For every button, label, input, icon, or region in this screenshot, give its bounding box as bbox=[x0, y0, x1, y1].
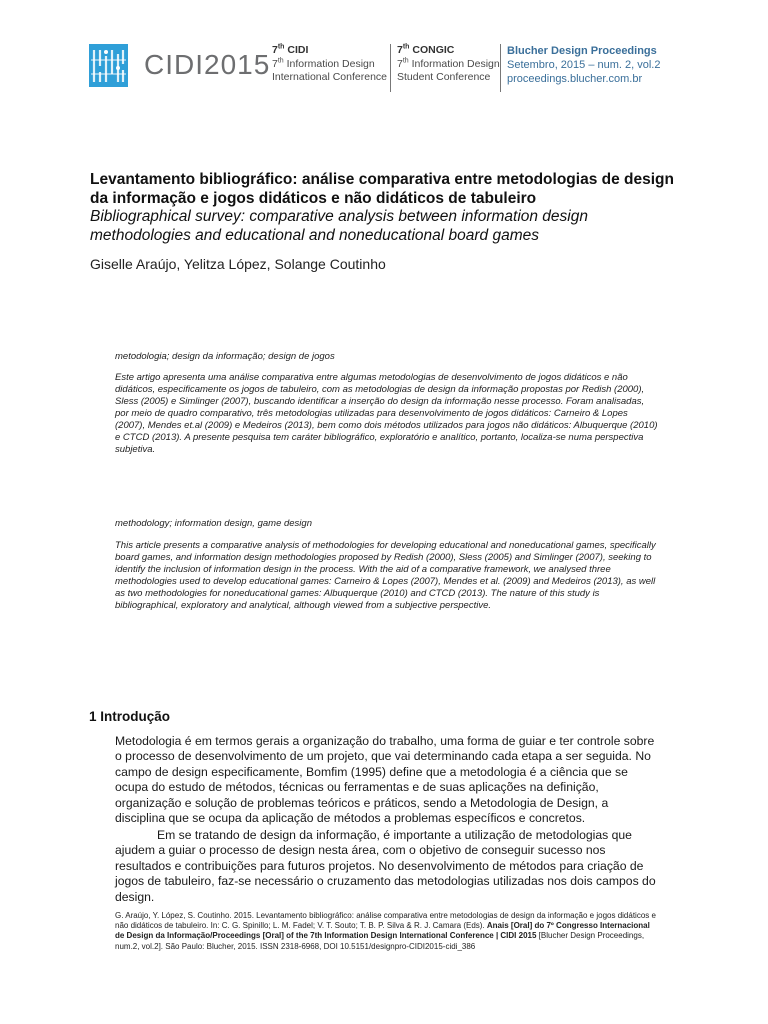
paragraph: Metodologia é em termos gerais a organização do trabalho, uma forma de guiar e ter controle sobre o processo de desenvolvimento de um projeto, que vai determinando cada etapa a ser seguida. No campo de design especificamente, Bomfim (1995) define que a metodologia é a ciência que se ocupa do estudo de métodos, técnicas ou ferramentas e de suas aplicações na definição, organização e solução de problemas teóricos e práticos, sendo a Metodologia de Design, a disciplina que se ocupa da aplicação de métodos a problemas específicos e concretos. bbox=[115, 734, 655, 826]
article-title: Levantamento bibliográfico: análise comparativa entre metodologias de design da informação e jogos didáticos e não didáticos de tabuleiro bbox=[90, 171, 674, 207]
proceedings-link[interactable]: proceedings.blucher.com.br bbox=[507, 73, 643, 85]
logo-wordmark: CIDI2015 bbox=[144, 49, 271, 80]
article-authors: Giselle Araújo, Yelitza López, Solange Coutinho bbox=[90, 256, 386, 272]
citation-footer: G. Araújo, Y. López, S. Coutinho. 2015. Levantamento bibliográfico: análise comparativa entre metodologias de design da informação e jogos didáticos e não didáticos de tabuleiro. In: C. G. Spinillo; L. M. Fadel; V. T. Souto; T. B. P. Silva & R. J. Camara (Eds). Anais [Oral] do 7º Congresso Internacional de Design da Informação/Proceedings [Oral] of the 7th Information Design International Conference | CIDI 2015 [Blucher Design Proceedings, num.2, vol.2]. São Paulo: Blucher, 2015. ISSN 2318-6968, DOI 10.5151/designpro-CIDI2015-cidi_386 bbox=[115, 911, 656, 951]
abstract-en: This article presents a comparative analysis of methodologies for developing educational and noneducational games, specifically board games, and information design methodologies proposed by Redish (2000), Sless (2005) and Simlinger (2007), seeking to identify the inclusion of information design in the process. With the aid of a comparative framework, we analysed three methodologies used to develop educational games: Carneiro & Lopes (2007), Mendes et al. (2009) and Medeiros (2013), as well as two methodologies for noneducational games: Albuquerque (2010) and CTCD (2013). The nature of this study is bibliographical, exploratory and analytical, although viewed from a subjective perspective. bbox=[115, 540, 656, 611]
header-cidi: 7th CIDI 7th Information Design International Conference bbox=[272, 43, 387, 83]
section-heading: 1 Introdução bbox=[89, 709, 171, 724]
header-divider bbox=[390, 44, 391, 92]
abstract-pt: Este artigo apresenta uma análise comparativa entre algumas metodologias de desenvolvimento de jogos didáticos e não didáticos, especificamente os jogos de tabuleiro, com as metodologias de design da informação propostas por Redish (2000), Sless (2005) e Simlinger (2007), buscando identificar a inserção do design da informação nesse processo. Foram analisadas, por meio de quadro comparativo, três metodologias utilizadas para desenvolvimento de jogos didáticos: Carneiro & Lopes (2007), Mendes et.al (2009) e Medeiros (2013), bem como dois métodos utilizados para jogos não didáticos: Albuquerque (2010) e CTCD (2013). A presente pesquisa tem caráter bibliográfico, exploratório e analítico, portanto, localiza-se numa perspectiva subjetiva. bbox=[115, 372, 658, 455]
paragraph: Em se tratando de design da informação, é importante a utilização de metodologias que ajudem a guiar o processo de design nesta área, com o objetivo de conseguir sucesso nos resultados e contribuições para futuros projetos. No desenvolvimento de métodos para criação de jogos de tabuleiro, faz-se necessário o cruzamento das metodologias utilizadas nos dois campos do design. bbox=[115, 828, 656, 904]
keywords-pt: metodologia; design da informação; design de jogos bbox=[115, 351, 335, 362]
cidi-logo-icon bbox=[89, 44, 128, 87]
keywords-en: methodology; information design, game design bbox=[115, 518, 312, 529]
header-proceedings: Blucher Design Proceedings Setembro, 2015 – num. 2, vol.2 proceedings.blucher.com.br bbox=[507, 45, 661, 85]
article-subtitle: Bibliographical survey: comparative analysis between information design methodologies and educational and noneducational board games bbox=[90, 208, 588, 244]
header-congic: 7th CONGIC 7th Information Design Student Conference bbox=[397, 43, 500, 83]
header-divider bbox=[500, 44, 501, 92]
